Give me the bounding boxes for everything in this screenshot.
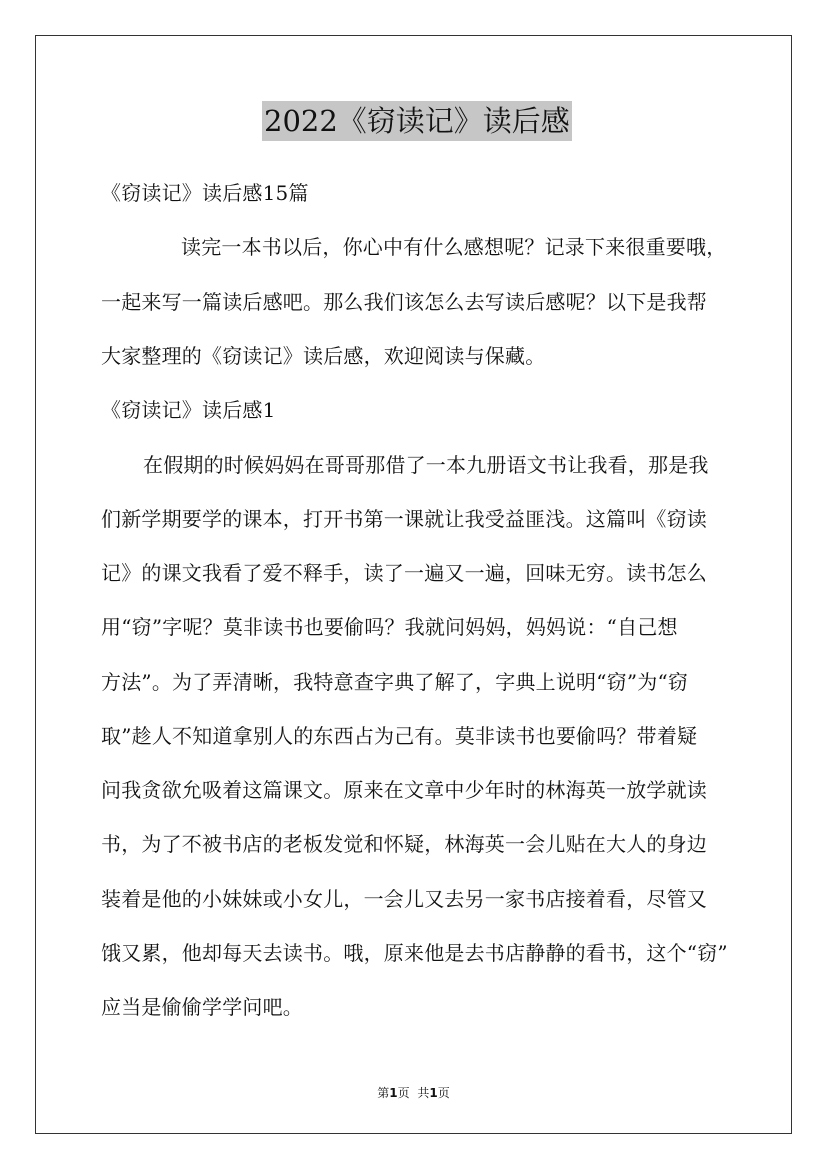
- body-line-11: 应当是偷偷学学问吧。: [101, 995, 303, 1019]
- body-line-1: 在假期的时候妈妈在哥哥那借了一本九册语文书让我看，那是我: [143, 453, 709, 477]
- body-line-7: 问我贪欲允吸着这篇课文。原来在文章中少年时的林海英一放学就读: [101, 778, 707, 802]
- total-suffix: 页: [437, 1086, 450, 1100]
- body-line-9: 装着是他的小妹妹或小女儿，一会儿又去另一家书店接着看，尽管又: [101, 887, 707, 911]
- body-line-2: 们新学期要学的课本，打开书第一课就让我受益匪浅。这篇叫《窃读: [101, 507, 707, 531]
- section-heading: 《窃读记》读后感1: [101, 398, 276, 422]
- intro-line-3: 大家整理的《窃读记》读后感，欢迎阅读与保藏。: [101, 344, 546, 368]
- page-number: 1: [389, 1086, 398, 1100]
- body-line-10: 饿又累，他却每天去读书。哦，原来他是去书店静静的看书，这个“窃”: [101, 941, 728, 965]
- total-prefix: 共: [417, 1086, 430, 1100]
- total-pages: 1: [429, 1086, 438, 1100]
- body-line-8: 书，为了不被书店的老板发觉和怀疑，林海英一会儿贴在大人的身边: [101, 832, 707, 856]
- page-suffix: 页: [397, 1086, 410, 1100]
- intro-line-1: 读完一本书以后，你心中有什么感想呢？记录下来很重要哦，: [181, 235, 727, 259]
- page-prefix: 第: [377, 1086, 390, 1100]
- body-line-4: 用“窃”字呢？莫非读书也要偷吗？我就问妈妈，妈妈说：“自己想: [101, 615, 678, 639]
- document-subtitle: 《窃读记》读后感15篇: [101, 181, 309, 205]
- body-line-6: 取”趁人不知道拿别人的东西占为己有。莫非读书也要偷吗？带着疑: [101, 724, 698, 748]
- body-line-3: 记》的课文我看了爱不释手，读了一遍又一遍，回味无穷。读书怎么: [101, 561, 707, 585]
- document-title: 2022《窃读记》读后感: [262, 101, 572, 141]
- body-line-5: 方法”。为了弄清晰，我特意查字典了解了，字典上说明“窃”为“窃: [101, 670, 689, 694]
- page-footer: [0, 1084, 827, 1101]
- intro-line-2: 一起来写一篇读后感吧。那么我们该怎么去写读后感呢？以下是我帮: [101, 290, 707, 314]
